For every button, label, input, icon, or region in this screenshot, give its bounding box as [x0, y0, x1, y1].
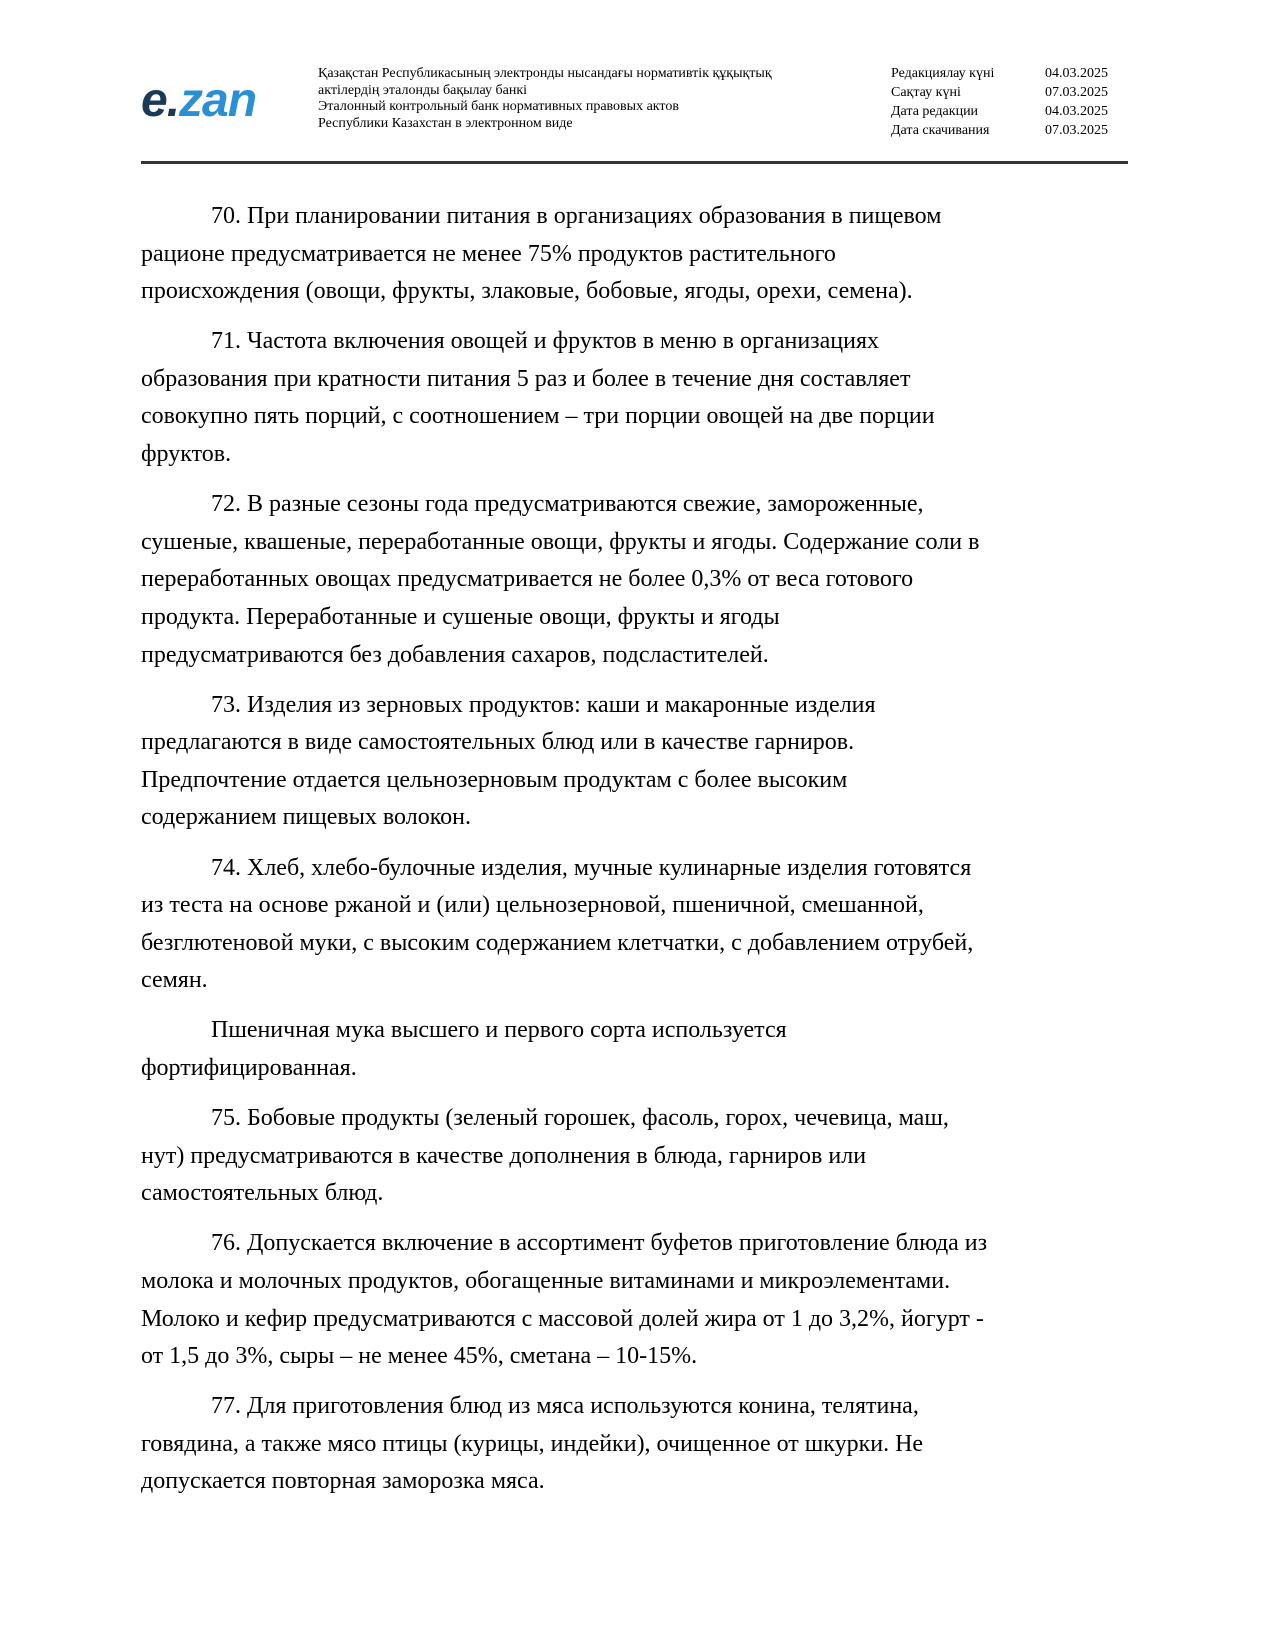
paragraph-line: 75. Бобовые продукты (зеленый горошек, фасоль, горох, чечевица, маш,	[211, 1105, 949, 1132]
header-line: Эталонный контрольный банк нормативных правовых актов	[318, 99, 679, 114]
paragraph-line: говядина, а также мясо птицы (курицы, индейки), очищенное от шкурки. Не	[141, 1430, 924, 1457]
paragraph	[141, 1100, 1121, 1213]
paragraph-line: Пшеничная мука высшего и первого сорта используется	[211, 1017, 787, 1044]
page-header	[141, 60, 1126, 163]
paragraph-line: семян.	[141, 967, 208, 994]
paragraph-line: от 1,5 до 3%, сыры – не менее 45%, сметана – 10-15%.	[141, 1343, 698, 1370]
meta-value: 04.03.2025	[1045, 66, 1108, 81]
paragraph-line: из теста на основе ржаной и (или) цельнозерновой, пшеничной, смешанной,	[141, 892, 924, 919]
meta-label: Редакциялау күні	[891, 66, 995, 81]
paragraph-line: допускается повторная заморозка мяса.	[141, 1468, 545, 1495]
paragraph-line: молока и молочных продуктов, обогащенные витаминами и микроэлементами.	[141, 1267, 951, 1294]
paragraph-line: продукта. Переработанные и сушеные овощи, фрукты и ягоды	[141, 603, 780, 630]
paragraph-line: 73. Изделия из зерновых продуктов: каши и макаронные изделия	[211, 691, 876, 718]
paragraph-line: предлагаются в виде самостоятельных блюд или в качестве гарниров.	[141, 729, 855, 756]
header-description	[318, 66, 858, 132]
paragraph-line: Молоко и кефир предусматриваются с массовой долей жира от 1 до 3,2%, йогурт -	[141, 1305, 984, 1332]
paragraph	[141, 687, 1121, 837]
paragraph-line: совокупно пять порций, с соотношением – три порции овощей на две порции	[141, 403, 935, 430]
paragraph-line: содержанием пищевых волокон.	[141, 804, 471, 831]
meta-row	[891, 102, 1131, 121]
meta-row	[891, 121, 1131, 140]
paragraph-line: Предпочтение отдается цельнозерновым продуктам с более высоким	[141, 766, 848, 793]
paragraph-line: безглютеновой муки, с высоким содержанием клетчатки, с добавлением отрубей,	[141, 929, 974, 956]
paragraph-line: 74. Хлеб, хлебо-булочные изделия, мучные кулинарные изделия готовятся	[211, 854, 972, 881]
meta-value: 07.03.2025	[1045, 85, 1108, 100]
paragraph	[141, 323, 1121, 473]
paragraph-line: фортифицированная.	[141, 1054, 357, 1081]
header-dates	[891, 64, 1131, 140]
paragraph-line: 71. Частота включения овощей и фруктов в меню в организациях	[211, 328, 880, 355]
meta-row	[891, 83, 1131, 102]
paragraph-line: 72. В разные сезоны года предусматриваются свежие, замороженные,	[211, 491, 924, 518]
paragraph-line: происхождения (овощи, фрукты, злаковые, бобовые, ягоды, орехи, семена).	[141, 278, 913, 305]
paragraph	[141, 486, 1121, 674]
paragraph-line: фруктов.	[141, 441, 232, 468]
paragraph-line: нут) предусматриваются в качестве дополнения в блюда, гарниров или	[141, 1142, 867, 1169]
paragraph-line: сушеные, квашеные, переработанные овощи, фрукты и ягоды. Содержание соли в	[141, 528, 980, 555]
paragraph-line: 76. Допускается включение в ассортимент буфетов приготовление блюда из	[211, 1230, 988, 1257]
paragraph	[141, 850, 1121, 1000]
header-line: Қазақстан Республикасының электронды нысандағы нормативтік құқықтық	[318, 66, 772, 81]
paragraph-line: предусматриваются без добавления сахаров, подсластителей.	[141, 641, 769, 668]
document-body	[141, 198, 1121, 1514]
meta-value: 07.03.2025	[1045, 123, 1108, 138]
header-line: актілердің эталонды бақылау банкі	[318, 82, 528, 98]
paragraph-line: 70. При планировании питания в организациях образования в пищевом	[211, 203, 942, 229]
header-divider	[141, 161, 1128, 164]
meta-label: Дата скачивания	[891, 123, 990, 138]
meta-value: 04.03.2025	[1045, 104, 1108, 119]
paragraph	[141, 198, 1121, 311]
meta-row	[891, 64, 1131, 83]
paragraph-line: рационе предусматривается не менее 75% продуктов растительного	[141, 240, 836, 267]
paragraph	[141, 1012, 1121, 1087]
paragraph-line: 77. Для приготовления блюд из мяса используются конина, телятина,	[211, 1393, 919, 1420]
header-line: Республики Казахстан в электронном виде	[318, 115, 573, 131]
paragraph-line: самостоятельных блюд.	[141, 1180, 384, 1207]
paragraph	[141, 1388, 1121, 1501]
ezan-logo: e.zan	[141, 74, 257, 127]
paragraph-line: переработанных овощах предусматривается не более 0,3% от веса готового	[141, 566, 914, 593]
meta-label: Дата редакции	[891, 104, 979, 119]
paragraph-line: образования при кратности питания 5 раз и более в течение дня составляет	[141, 365, 911, 392]
meta-label: Сақтау күні	[891, 85, 961, 100]
paragraph	[141, 1225, 1121, 1375]
